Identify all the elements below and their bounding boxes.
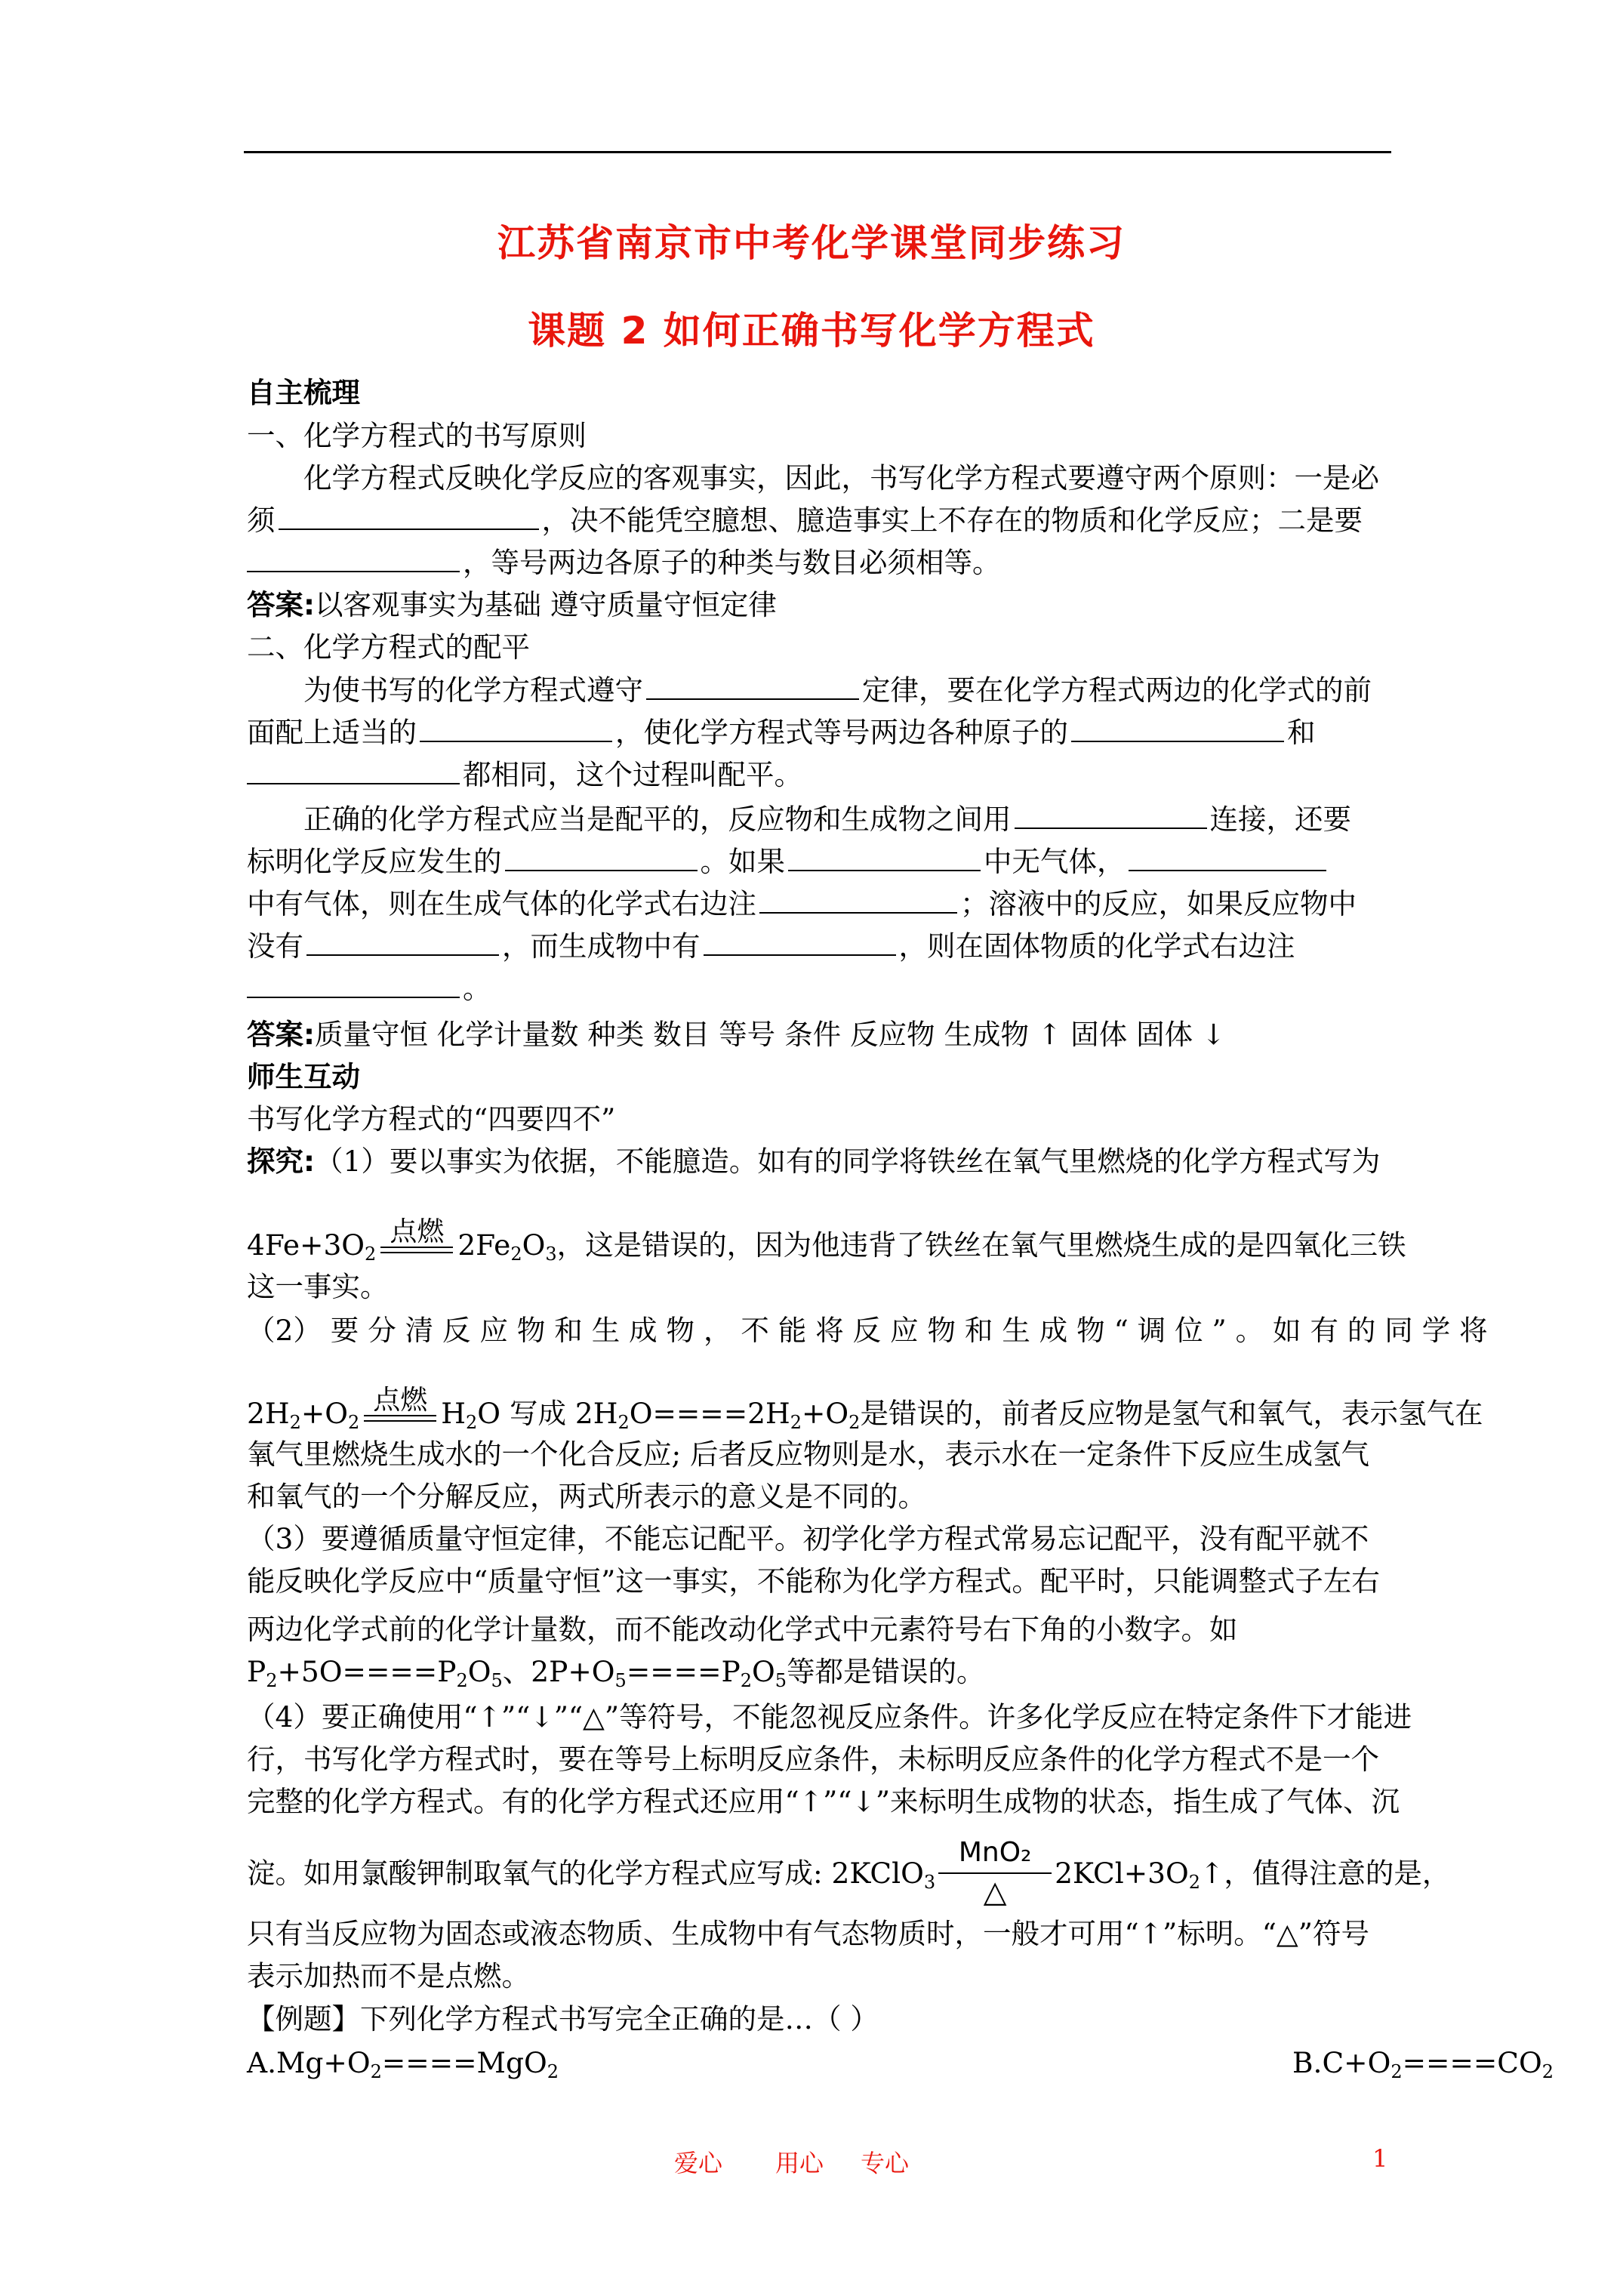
fill-blank xyxy=(420,740,612,742)
fill-blank xyxy=(505,869,698,871)
text-line: 只有当反应物为固态或液态物质、生成物中有气态物质时，一般才可用“↑”标明。“△”符号 xyxy=(247,1917,1369,1950)
text-line: 书写化学方程式的“四要四不” xyxy=(247,1102,616,1136)
fill-blank xyxy=(704,954,896,956)
text-line: 氧气里燃烧生成水的一个化合反应; 后者反应物则是水，表示水在一定条件下反应生成氢气 xyxy=(247,1438,1370,1471)
page-title: 江苏省南京市中考化学课堂同步练习 xyxy=(497,221,1126,265)
equation-line: 淀。如用氯酸钾制取氧气的化学方程式应写成: 2KClO$_3$ $\frac{\text{MnO₂}}{\triangle}$ $2KCl+3O_2↑$，值得注意的是， xyxy=(247,1837,1451,1909)
text-line: ，等号两边各原子的种类与数目必须相等。 xyxy=(247,544,1001,581)
text-line: 探究:（1）要以事实为依据，不能臆造。如有的同学将铁丝在氧气里燃烧的化学方程式写为 xyxy=(247,1145,1381,1178)
text-line: （2） 要 分 清 反 应 物 和 生 成 物 ， 不 能 将 反 应 物 和 生 成 物 “ 调 位 ” 。 如 有 的 同 学 将 xyxy=(247,1314,1488,1347)
fill-blank xyxy=(1129,869,1326,871)
text-line: 这一事实。 xyxy=(247,1270,389,1303)
option-a: $A.Mg+O_2====MgO_2$ xyxy=(247,2046,559,2082)
answer-line: 答案:以客观事实为基础 遵守质量守恒定律 xyxy=(247,588,777,621)
text-line: （4）要正确使用“↑”“↓”“△”等符号，不能忽视反应条件。许多化学反应在特定条件下才能进 xyxy=(247,1700,1412,1734)
answer-options xyxy=(247,2045,1554,2082)
example-question: 【例题】下列化学方程式书写完全正确的是…（ ） xyxy=(247,2002,879,2036)
condition-mark: $\frac{\text{MnO₂}}{\triangle}$ xyxy=(938,1847,1052,1883)
fill-blank xyxy=(1015,827,1207,829)
text-line: 须 ，决不能凭空臆想、臆造事实上不存在的物质和化学反应；二是要 xyxy=(247,504,1363,537)
text-line: 行，书写化学方程式时，要在等号上标明反应条件，未标明反应条件的化学方程式不是一个 xyxy=(247,1743,1379,1776)
text-line: （3）要遵循质量守恒定律，不能忘记配平。初学化学方程式常易忘记配平，没有配平就不 xyxy=(247,1522,1369,1555)
lesson-title: 课题 2 如何正确书写化学方程式 xyxy=(528,309,1095,353)
page-number: 1 xyxy=(1372,2144,1388,2173)
fill-blank xyxy=(279,528,539,530)
equation-line: $2H_2+O_2$ 点燃 $H_2O$ 写成 $2H_2O====2H_2+O_2$是错误的，前者反应物是氢气和氧气，表示氢气在 xyxy=(247,1385,1483,1433)
answer-line: 答案:质量守恒 化学计量数 种类 数目 等号 条件 反应物 生成物 ↑ 固体 固体 ↓ xyxy=(247,1018,1226,1051)
footer-slogan: 爱心 xyxy=(674,2149,723,2177)
header-rule xyxy=(244,151,1391,153)
text-line: 。 xyxy=(247,970,491,1006)
text-line: 完整的化学方程式。有的化学方程式还应用“↑”“↓”来标明生成物的状态，指生成了气体、沉 xyxy=(247,1785,1400,1818)
subheading: 二、化学方程式的配平 xyxy=(247,630,530,664)
text-line: 中有气体，则在生成气体的化学式右边注 ；溶液中的反应，如果反应物中 xyxy=(247,887,1357,920)
fill-blank xyxy=(1071,740,1284,742)
text-line: 为使书写的化学方程式遵守 定律，要在化学方程式两边的化学式的前 xyxy=(303,673,1372,707)
text-line: 化学方程式反映化学反应的客观事实，因此，书写化学方程式要遵守两个原则：一是必 xyxy=(303,461,1379,495)
text-line: 两边化学式前的化学计量数，而不能改动化学式中元素符号右下角的小数字。如 xyxy=(247,1613,1238,1646)
fill-blank xyxy=(247,996,460,998)
fill-blank xyxy=(759,911,957,914)
footer-slogan: 用心 xyxy=(775,2149,824,2177)
text-line: 标明化学反应发生的 。如果 中无气体， xyxy=(247,843,1329,880)
equation: $2H_2+O_2$ 点燃 $H_2O$ xyxy=(247,1385,501,1433)
text-line: 表示加热而不是点燃。 xyxy=(247,1959,530,1992)
footer-slogan: 专心 xyxy=(861,2149,910,2177)
equation: $4Fe+3O_2$ 点燃 $2Fe_2O_3$ xyxy=(247,1216,557,1265)
text-line: 面配上适当的 ，使化学方程式等号两边各种原子的 和 xyxy=(247,716,1316,749)
condition-mark: 点燃 xyxy=(364,1387,436,1423)
fill-blank xyxy=(646,698,859,700)
condition-mark: 点燃 xyxy=(380,1219,453,1255)
text-line: 能反映化学反应中“质量守恒”这一事实，不能称为化学方程式。配平时，只能调整式子左右 xyxy=(247,1564,1380,1598)
text-line: 都相同，这个过程叫配平。 xyxy=(247,757,802,793)
fill-blank xyxy=(247,782,460,784)
section-heading: 自主梳理 xyxy=(247,376,360,409)
equation-line: $4Fe+3O_2$ 点燃 $2Fe_2O_3$，这是错误的，因为他违背了铁丝在氧气里燃烧生成的是四氧化三铁 xyxy=(247,1216,1406,1265)
option-b: $B.C+O_2====CO_2$ xyxy=(1292,2046,1554,2082)
fill-blank xyxy=(306,954,499,956)
equation-line: $P_2+5O====P_2O_5$、$2P+O_5====P_2O_5$等都是错误的。 xyxy=(247,1655,985,1691)
text-line: 没有 ，而生成物中有 ，则在固体物质的化学式右边注 xyxy=(247,929,1295,963)
fill-blank xyxy=(788,869,981,871)
fill-blank xyxy=(247,570,460,572)
text-line: 正确的化学方程式应当是配平的，反应物和生成物之间用 连接，还要 xyxy=(303,803,1351,836)
subheading: 一、化学方程式的书写原则 xyxy=(247,419,587,452)
section-heading: 师生互动 xyxy=(247,1060,360,1093)
text-line: 和氧气的一个分解反应，两式所表示的意义是不同的。 xyxy=(247,1480,926,1513)
